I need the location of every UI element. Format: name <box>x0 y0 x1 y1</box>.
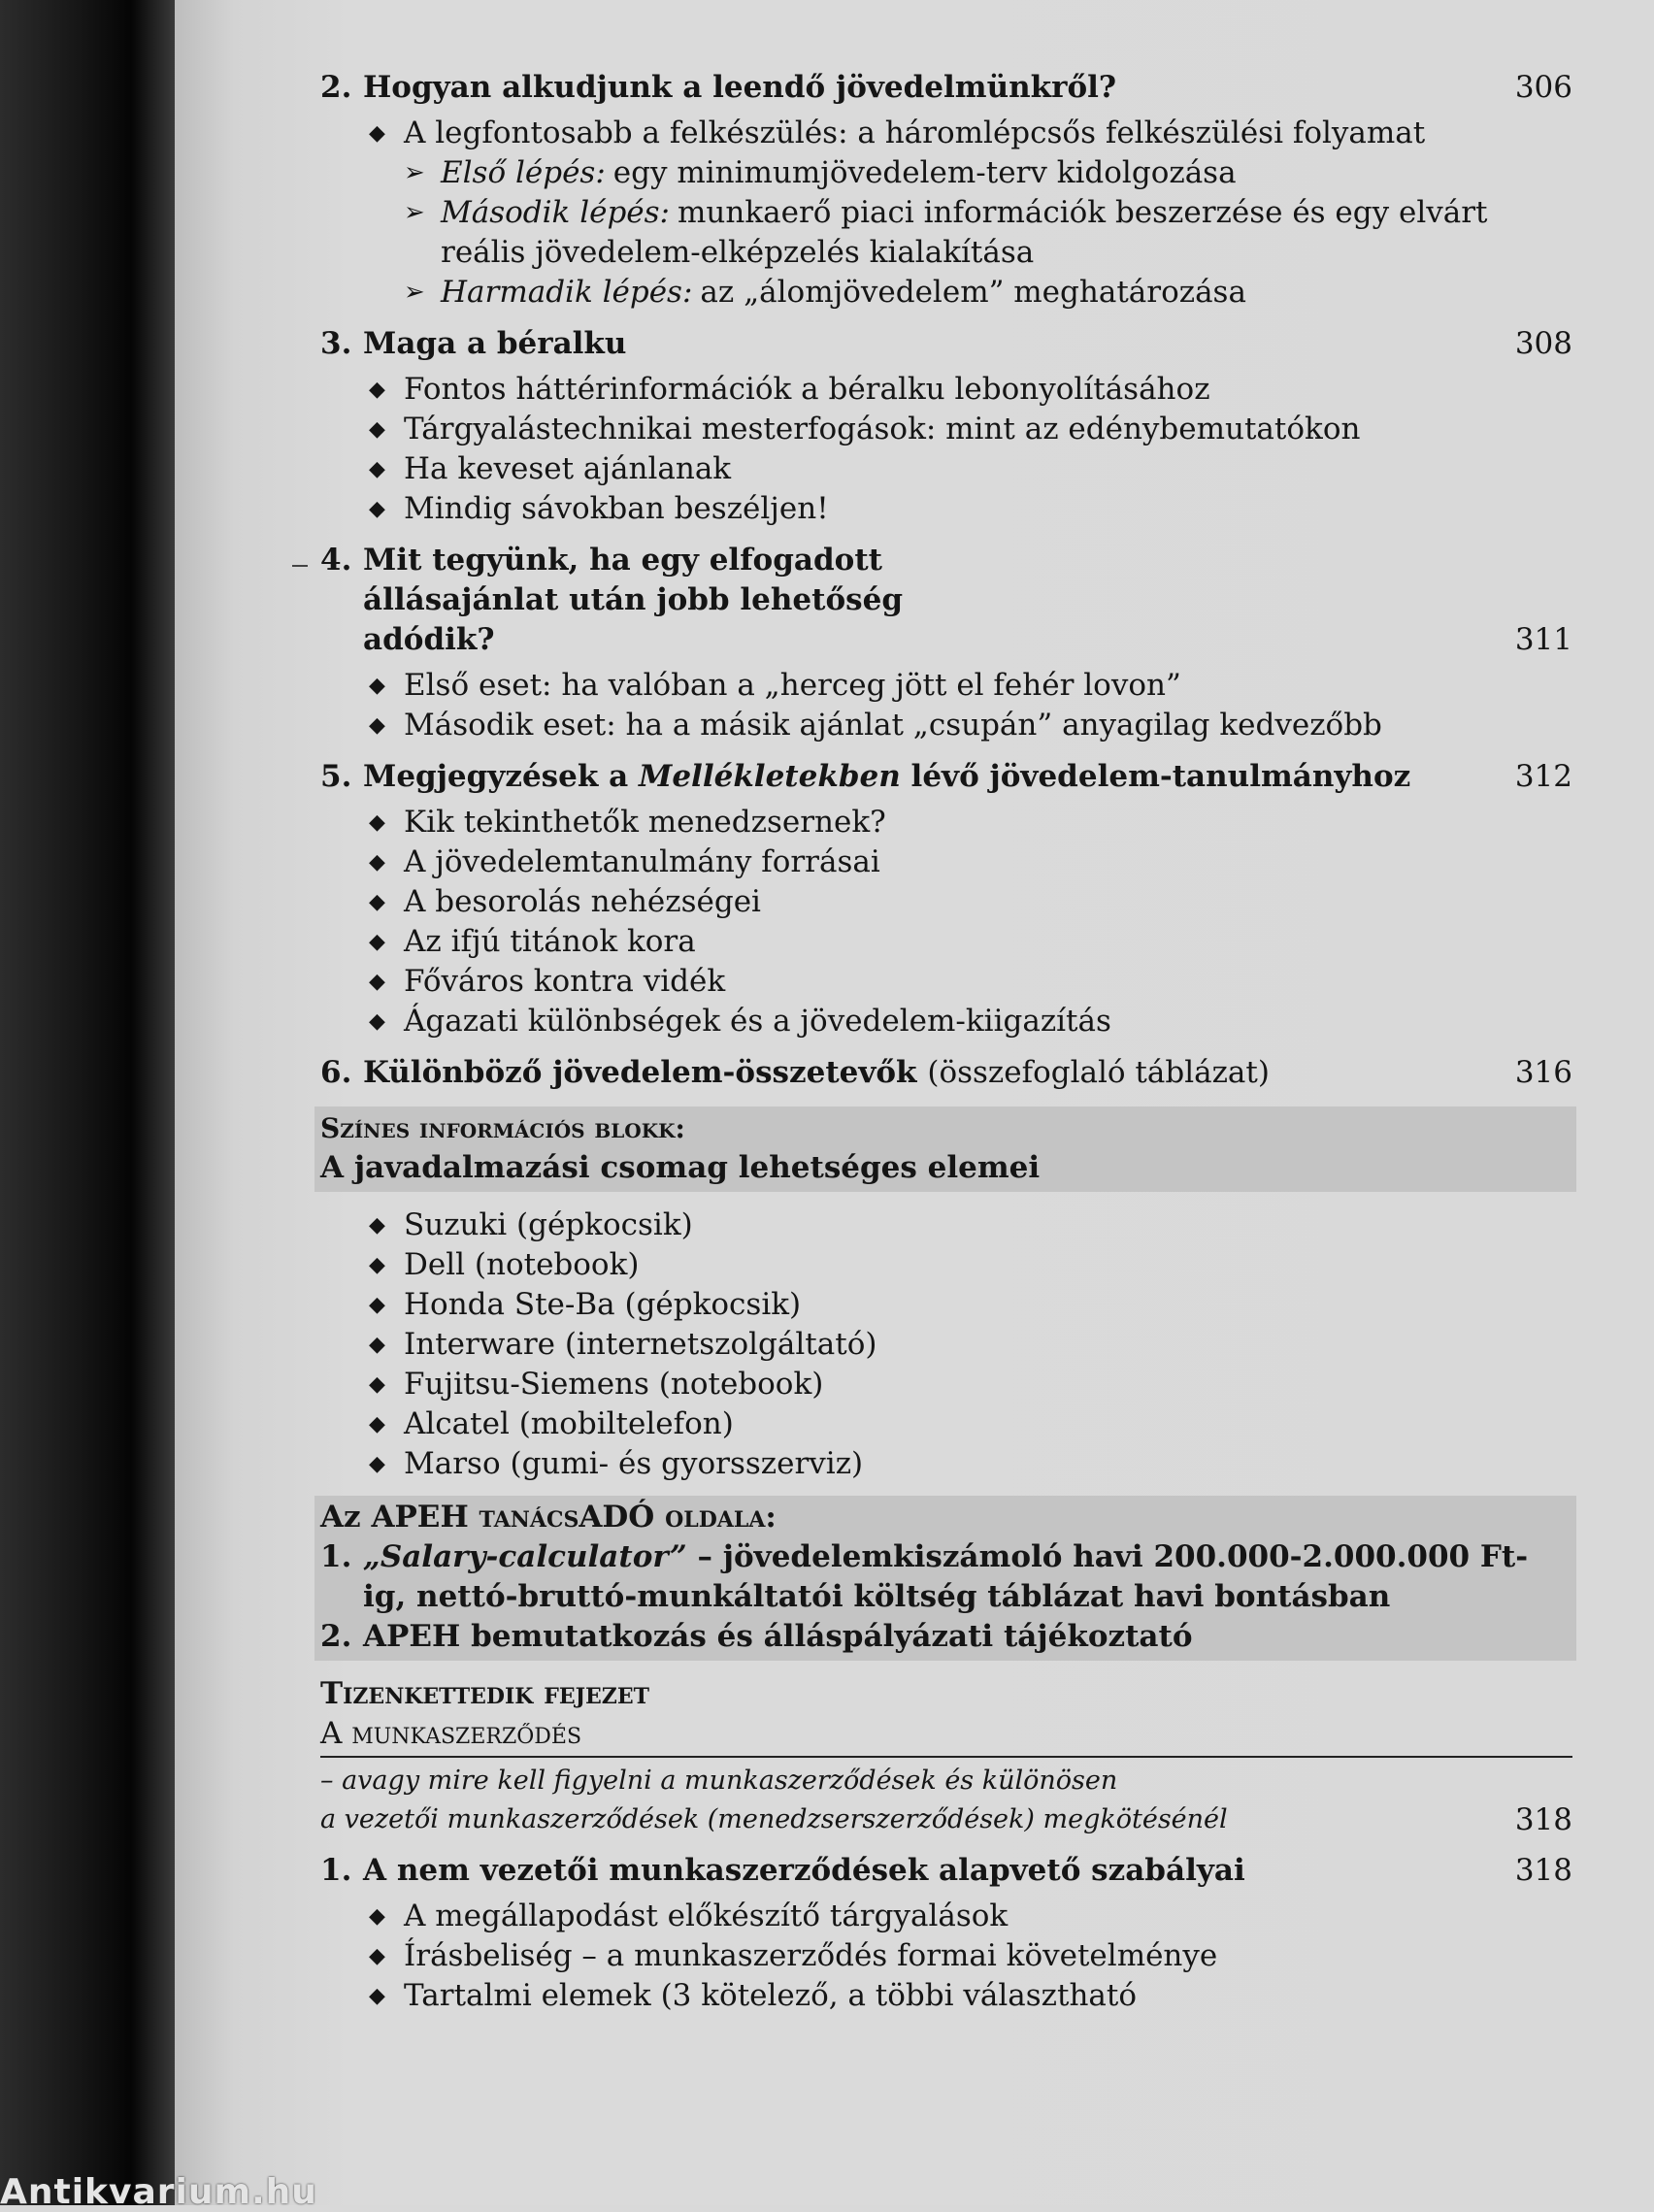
list-item: 2. APEH bemutatkozás és álláspályázati tájékoztató <box>320 1619 1193 1654</box>
info-block-label: Színes információs blokk: <box>320 1112 685 1144</box>
list-item: ◆ Főváros kontra vidék <box>369 962 1572 1002</box>
margin-mark <box>292 565 308 567</box>
toc-section-6 <box>320 1053 1572 1093</box>
toc-section-3 <box>320 324 1572 529</box>
chapter-subtitle: – avagy mire kell figyelni a munkaszerződések és különösen <box>320 1766 1118 1796</box>
list-item: ◆ Interware (internetszolgáltató) <box>369 1325 1572 1365</box>
list-item: ◆ Fujitsu-Siemens (notebook) <box>369 1365 1572 1404</box>
list-item: ◆ Ha keveset ajánlanak <box>369 449 1572 489</box>
list-item: ◆ A legfontosabb a felkészülés: a háromlépcsős felkészülési folyamat <box>369 114 1572 153</box>
list-item: ◆ Fontos háttérinformációk a béralku lebonyolításához <box>369 370 1572 410</box>
section-title: A nem vezetői munkaszerződések alapvető szabályai <box>363 1853 1245 1888</box>
toc-section-2 <box>320 68 1572 313</box>
step-item <box>404 193 1572 273</box>
list-item: ◆ Tartalmi elemek (3 kötelező, a többi választható <box>369 1976 1572 2016</box>
list-item: ◆ A jövedelemtanulmány forrásai <box>369 842 1572 882</box>
book-spine <box>0 0 175 2205</box>
section-title: Hogyan alkudjunk a leendő jövedelmünkről? <box>363 70 1117 105</box>
list-item: ◆ Dell (notebook) <box>369 1245 1572 1285</box>
list-item: ◆ Kik tekinthetők menedzsernek? <box>369 803 1572 842</box>
step-list <box>404 153 1572 313</box>
toc-section-5 <box>320 757 1572 1041</box>
list-item: ◆ Ágazati különbségek és a jövedelem-kiigazítás <box>369 1002 1572 1041</box>
chapter-subtitle: a vezetői munkaszerződések (menedzserszerződések) megkötésénél 318 <box>320 1802 1572 1837</box>
list-item: ◆ Írásbeliség – a munkaszerződés formai követelménye <box>369 1936 1572 1976</box>
step-item <box>404 153 1572 193</box>
section-number: 5. <box>320 759 352 794</box>
list-item: ◆ A megállapodást előkészítő tárgyalások <box>369 1897 1572 1936</box>
list-item: ◆ Suzuki (gépkocsik) <box>369 1205 1572 1245</box>
apeh-block-label: Az APEH tanácsADÓ oldala: <box>320 1500 777 1535</box>
info-block-list <box>320 1205 1572 1484</box>
step-label: Harmadik lépés: <box>441 275 693 310</box>
list-item: ◆ Alcatel (mobiltelefon) <box>369 1404 1572 1444</box>
section-number: 1. <box>320 1853 352 1888</box>
apeh-block <box>314 1496 1576 1661</box>
list-item: ◆ Az ifjú titánok kora <box>369 922 1572 962</box>
section-number: 3. <box>320 326 352 361</box>
list-item: ◆ Marso (gumi- és gyorsszerviz) <box>369 1444 1572 1484</box>
bullet-list <box>320 114 1572 313</box>
list-item: ◆ Mindig sávokban beszéljen! <box>369 489 1572 529</box>
page-number: 318 <box>1514 1802 1572 1837</box>
toc-chapter12-section-1 <box>320 1851 1572 2016</box>
section-title: Maga a béralku <box>363 326 627 361</box>
bullet-list <box>320 370 1572 529</box>
list-item: ◆ Második eset: ha a másik ajánlat „csupán” anyagilag kedvezőbb <box>369 706 1572 745</box>
step-item <box>404 273 1572 313</box>
step-label: Első lépés: <box>441 155 606 190</box>
chapter-label: Tizenkettedik fejezet <box>320 1676 649 1711</box>
bullet-list <box>320 666 1572 745</box>
info-block-title: A javadalmazási csomag lehetséges elemei <box>320 1150 1041 1185</box>
section-title: Különböző jövedelem-összetevők (összefoglaló táblázat) <box>363 1055 1270 1090</box>
section-title: Megjegyzések a Mellékletekben lévő jövedelem-tanulmányhoz <box>363 759 1411 794</box>
page-number: 316 <box>1514 1055 1572 1090</box>
section-number: 4. <box>320 543 352 578</box>
chapter-title: A munkaszerződés <box>320 1714 1572 1758</box>
apeh-list <box>320 1537 1571 1657</box>
bullet-list <box>320 1897 1572 2016</box>
page-number: 311 <box>1514 622 1572 657</box>
step-text: egy minimumjövedelem-terv kidolgozása <box>612 155 1237 190</box>
step-label: Második lépés: <box>441 195 670 230</box>
page-number: 306 <box>1514 70 1572 105</box>
info-block-header <box>314 1106 1576 1192</box>
page-number: 308 <box>1514 326 1572 361</box>
step-text: munkaerő piaci információk beszerzése és egy elvárt reális jövedelem-elképzelés kialakítása <box>441 195 1488 270</box>
bullet-list <box>320 803 1572 1041</box>
toc-section-4 <box>320 541 1572 745</box>
list-item: ◆ Első eset: ha valóban a „herceg jött el fehér lovon” <box>369 666 1572 706</box>
watermark: Antikvarium.hu <box>0 2172 317 2212</box>
section-number: 6. <box>320 1055 352 1090</box>
page-number: 312 <box>1514 759 1572 794</box>
list-item: 1. „Salary-calculator” – jövedelemkiszámoló havi 200.000-2.000.000 Ft-ig, nettó-bruttó-munkáltatói költség táblázat havi bontásban <box>320 1539 1529 1614</box>
table-of-contents <box>320 68 1572 2028</box>
steps-container <box>369 153 1572 313</box>
section-title: Mit tegyünk, ha egy elfogadott állásajánlat után jobb lehetőség adódik? <box>363 543 904 657</box>
step-text: az „álomjövedelem” meghatározása <box>700 275 1246 310</box>
section-number: 2. <box>320 70 352 105</box>
list-item: ◆ Honda Ste-Ba (gépkocsik) <box>369 1285 1572 1325</box>
list-item: ◆ Tárgyalástechnikai mesterfogások: mint az edénybemutatókon <box>369 410 1572 449</box>
page-number: 318 <box>1514 1853 1572 1888</box>
list-item: ◆ A besorolás nehézségei <box>369 882 1572 922</box>
